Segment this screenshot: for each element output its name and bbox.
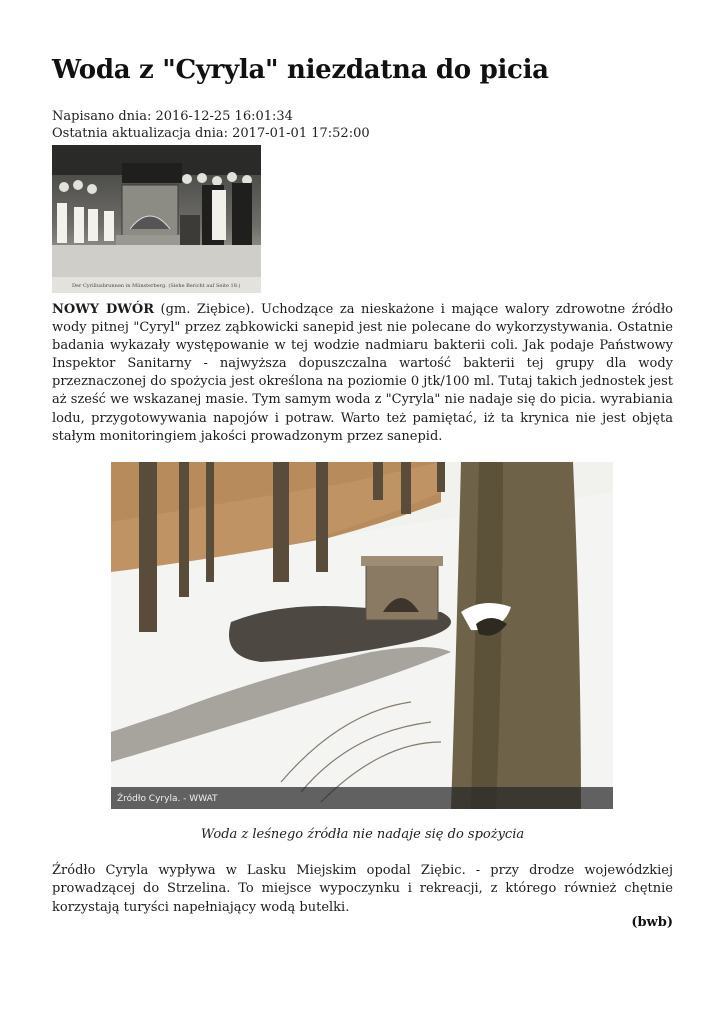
body-paragraph: Źródło Cyryla wypływa w Lasku Miejskim opodal Ziębic. - przy drodze wojewódzkiej prowadzącej do Strzelina. To miejsce wypoczynku i rekreacji, z którego również chętnie korzystają turyści napełniający wodą butelki. [52,863,673,915]
photo-credit: Źródło Cyryla. - WWAT [117,794,218,804]
lead-paragraph [52,301,673,446]
published-date: Napisano dnia: 2016-12-25 16:01:34 [52,109,293,124]
article-meta [52,108,370,142]
author-signature: (bwb) [631,915,673,930]
article-title: Woda z "Cyryla" niezdatna do picia [52,55,549,85]
historic-photo [52,145,261,293]
lead-place: NOWY DWÓR [52,302,155,317]
spring-photo [111,462,613,809]
updated-date: Ostatnia aktualizacja dnia: 2017-01-01 17:52:00 [52,126,370,141]
lead-text: (gm. Ziębice). Uchodzące za nieskażone i mające walory zdrowotne źródło wody pitnej "Cyryl" przez ząbkowicki sanepid jest nie polecane do wykorzystywania. Ostatnie badania wykazały występowanie w tej wodzie nadmiaru bakterii coli. Jak podaje Państwowy Inspektor Sanitarny - najwyższa dopuszczalna wartość bakterii tej grupy dla wody przeznaczonej do spożycia jest określona na poziomie 0 jtk/100 ml. Tutaj takich jednostek jest aż sześć we wskazanej masie. Tym samym woda z "Cyryla" nie nadaje się do picia. wyrabiania lodu, przygotowywania napojów i potraw. Warto też pamiętać, iż ta krynica nie jest objęta stałym monitoringiem jakości prowadzonym przez sanepid. [52,302,673,444]
photo-caption: Woda z leśnego źródła nie nadaje się do spożycia [200,827,525,842]
svg-text:Der Cyrillusbrunnen in Münster: Der Cyrillusbrunnen in Münsterberg. (Siehe Bericht auf Seite 18.) [72,283,241,289]
